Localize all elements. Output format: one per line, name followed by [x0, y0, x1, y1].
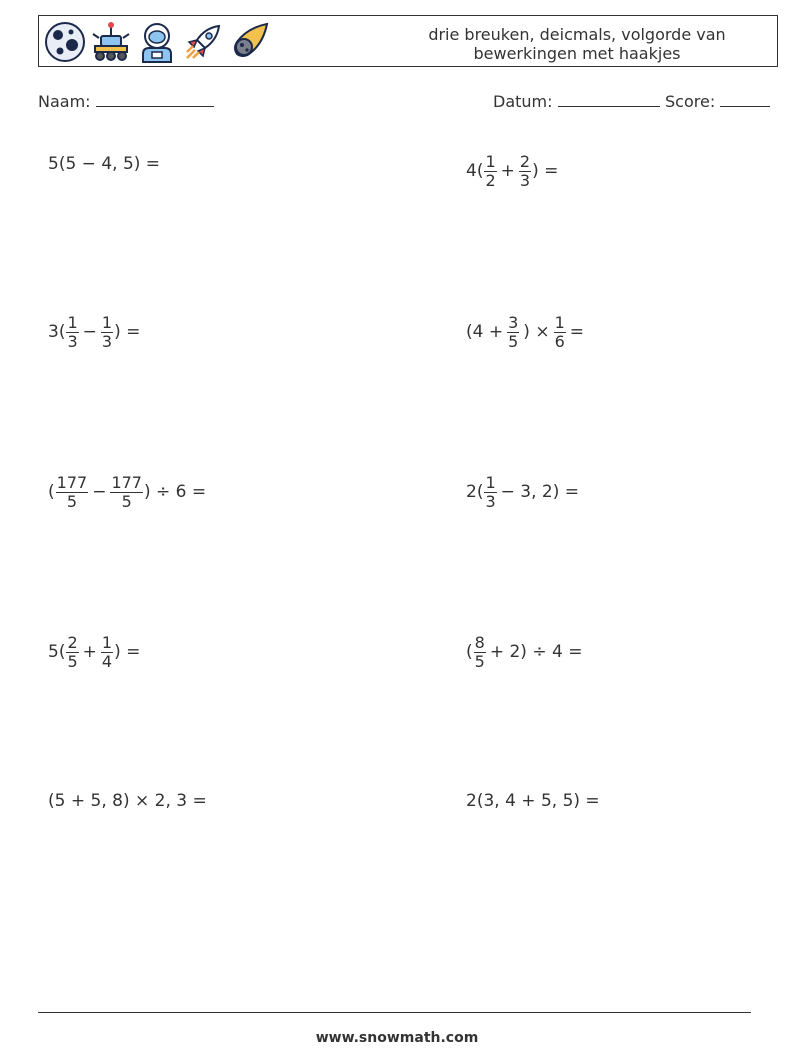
- footer-divider: [38, 1012, 751, 1013]
- problem-8-suffix: + 2) ÷ 4 =: [489, 642, 583, 662]
- rover-icon: [89, 20, 133, 64]
- date-blank[interactable]: [558, 92, 660, 107]
- problem-4-prefix: (4 +: [466, 322, 504, 342]
- problem-2-prefix: 4(: [466, 161, 484, 181]
- moon-icon: [43, 20, 87, 64]
- problem-6-prefix: 2(: [466, 482, 484, 502]
- problem-4-middle: ) ×: [523, 322, 550, 342]
- problem-9: [48, 776, 207, 826]
- problem-7-fraction-1: $\frac{2}{5}$: [67, 632, 78, 671]
- icon-strip: [43, 20, 271, 64]
- score-blank[interactable]: [720, 92, 770, 107]
- name-field[interactable]: [38, 92, 214, 111]
- problem-6-fraction-1: $\frac{1}{3}$: [485, 472, 496, 511]
- problem-3-prefix: 3(: [48, 322, 66, 342]
- problem-4-suffix: =: [569, 322, 585, 342]
- problem-5-prefix: (: [48, 482, 55, 502]
- problem-4-fraction-2: $\frac{1}{6}$: [554, 312, 565, 351]
- problem-2-fraction-2: $\frac{2}{3}$: [519, 151, 531, 190]
- problem-2-suffix: ) =: [532, 161, 559, 181]
- problem-7-prefix: 5(: [48, 642, 66, 662]
- problem-7-operator: +: [82, 642, 97, 662]
- date-field[interactable]: [493, 92, 660, 111]
- problem-10: [466, 776, 600, 826]
- problem-9-expression: (5 + 5, 8) × 2, 3 =: [48, 791, 207, 811]
- problem-4-fraction-1: $\frac{3}{5}$: [508, 312, 519, 351]
- name-label: Naam:: [38, 92, 91, 111]
- footer-url[interactable]: www.snowmath.com: [315, 1030, 479, 1046]
- problem-2-fraction-1: $\frac{1}{2}$: [485, 151, 496, 190]
- problem-2-operator: +: [500, 161, 515, 181]
- date-label: Datum:: [493, 92, 553, 111]
- problem-8-fraction-1: $\frac{8}{5}$: [474, 632, 485, 671]
- rocket-icon: [181, 20, 225, 64]
- name-blank[interactable]: [96, 92, 214, 107]
- astronaut-icon: [135, 20, 179, 64]
- problem-6: [466, 467, 582, 517]
- problem-7: [48, 627, 140, 677]
- problem-1: [48, 139, 160, 189]
- meteor-icon: [227, 20, 271, 64]
- problem-5-operator: −: [92, 482, 107, 502]
- problem-5-suffix: ) ÷ 6 =: [143, 482, 207, 502]
- title-line-2: bewerkingen met haakjes: [473, 44, 681, 63]
- problem-8-prefix: (: [466, 642, 473, 662]
- problem-3-fraction-2: $\frac{1}{3}$: [101, 312, 113, 351]
- problem-3: [48, 307, 140, 357]
- problem-8: [466, 627, 585, 677]
- problem-6-suffix: − 3, 2) =: [500, 482, 580, 502]
- problem-3-fraction-1: $\frac{1}{3}$: [67, 312, 78, 351]
- score-field[interactable]: [665, 92, 770, 111]
- score-label: Score:: [665, 92, 716, 111]
- problem-5-fraction-2: $\frac{177}{5}$: [111, 472, 142, 511]
- title-line-1: drie breuken, deicmals, volgorde van: [428, 25, 726, 44]
- worksheet-header: [38, 15, 778, 67]
- problem-3-suffix: ) =: [114, 322, 141, 342]
- problem-4: [466, 307, 587, 357]
- problem-10-expression: 2(3, 4 + 5, 5) =: [466, 791, 600, 811]
- problem-7-suffix: ) =: [114, 642, 141, 662]
- worksheet-title: [417, 25, 737, 63]
- problem-2: [466, 146, 558, 196]
- problem-3-operator: −: [82, 322, 97, 342]
- problem-7-fraction-2: $\frac{1}{4}$: [101, 632, 113, 671]
- problem-5-fraction-1: $\frac{177}{5}$: [56, 472, 88, 511]
- problem-1-expression: 5(5 − 4, 5) =: [48, 154, 161, 174]
- problem-5: [48, 467, 206, 517]
